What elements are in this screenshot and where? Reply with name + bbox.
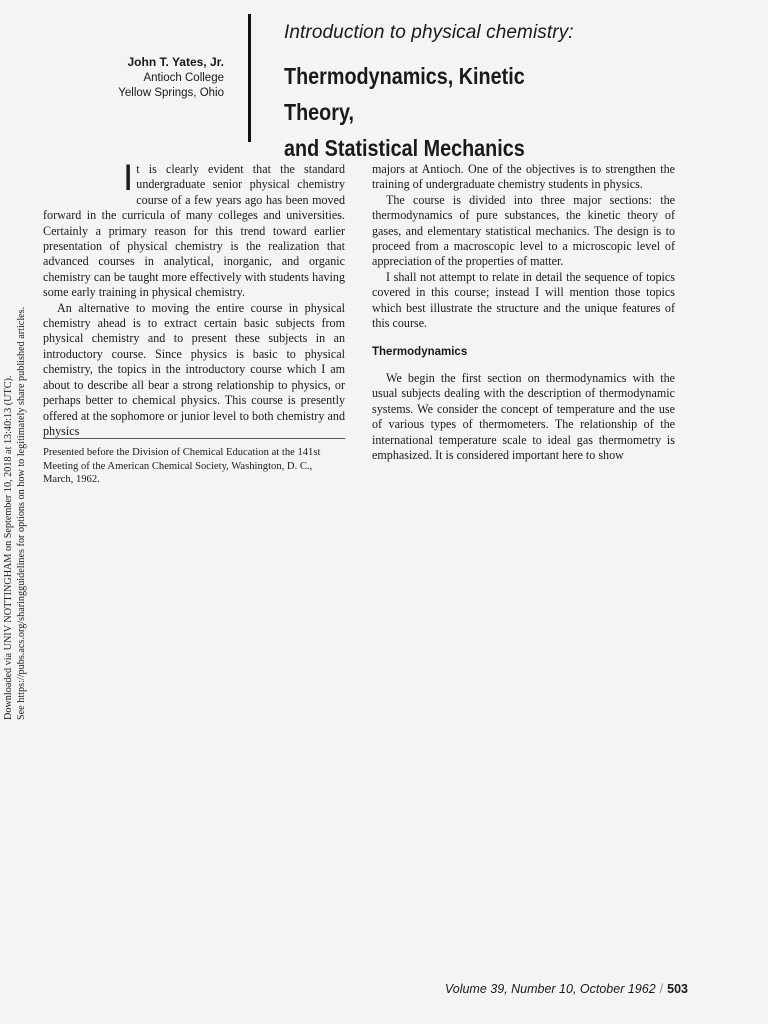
journal-citation: Volume 39, Number 10, October 1962 [444, 982, 656, 996]
header-divider [248, 14, 251, 142]
page-footer [420, 982, 688, 996]
paragraph: We begin the first section on thermodynamics with the usual subjects dealing with the description of thermodynamic systems. We consider the concept of temperature and the use of various types of thermometers. The relationship of the international temperature scale to ideal gas thermometry is emphasized. It is considered important here to show [372, 370, 675, 462]
author-location: Yellow Springs, Ohio [118, 87, 224, 99]
download-stamp [2, 280, 28, 720]
page-number: 503 [667, 982, 688, 996]
footnote: Presented before the Division of Chemical Education at the 141st Meeting of the American Chemical Society, Washington, D. C., March, 1962. [43, 447, 321, 485]
article-title-line-1: Thermodynamics, Kinetic Theory, [284, 63, 525, 125]
paragraph: majors at Antioch. One of the objectives is to strengthen the training of undergraduate chemistry students in physics. [372, 162, 675, 192]
author-affiliation: Antioch College [143, 71, 224, 84]
paragraph-text: t is clearly evident that the standard undergraduate senior physical chemistry course of a few years ago has been moved forward in the curricula of many colleges and universities. Certainly a primary reason for this trend toward earlier presentation of physical chemistry is the realization that advanced courses in analytical, inorganic, and organic chemistry can be taught more effectively with students having some early training in physical chemistry. [43, 162, 345, 300]
author-block [110, 55, 224, 102]
article-title-line-2: and Statistical Mechanics [284, 135, 525, 161]
paragraph: An alternative to moving the entire course in physical chemistry ahead is to extract certain basic subjects from physical chemistry and to present these subjects in an introductory course. Since physics is basic to physical chemistry, the topics in the introductory course which I am about to describe all bear a strong relationship to physics, or perhaps better to chemical physics. This course is presently offered at the sophomore or junior level to both chemistry and physics [43, 300, 345, 438]
footer-separator: / [659, 982, 664, 996]
article-title [284, 58, 576, 166]
download-stamp-line-2: See https://pubs.acs.org/sharingguidelines for options on how to legitimately share published articles. [16, 306, 27, 720]
right-column [372, 162, 675, 463]
paragraph: The course is divided into three major sections: the thermodynamics of pure substances, the kinetic theory of gases, and elementary statistical mechanics. The design is to proceed from a macroscopic level to a microscopic level of appreciation of the properties of matter. [372, 192, 675, 269]
section-heading: Thermodynamics [372, 346, 468, 359]
series-title: Introduction to physical chemistry: [284, 22, 574, 43]
author-name: John T. Yates, Jr. [127, 55, 224, 69]
paragraph: I shall not attempt to relate in detail the sequence of topics covered in this course; instead I will mention those topics which best illustrate the structure and the unique features of this course. [372, 269, 675, 331]
download-stamp-line-1: Downloaded via UNIV NOTTINGHAM on September 10, 2018 at 13:40:13 (UTC). [3, 375, 14, 720]
footnote-divider [43, 438, 345, 439]
left-column [43, 157, 345, 439]
drop-cap: I [123, 157, 134, 198]
paragraph [43, 157, 345, 301]
